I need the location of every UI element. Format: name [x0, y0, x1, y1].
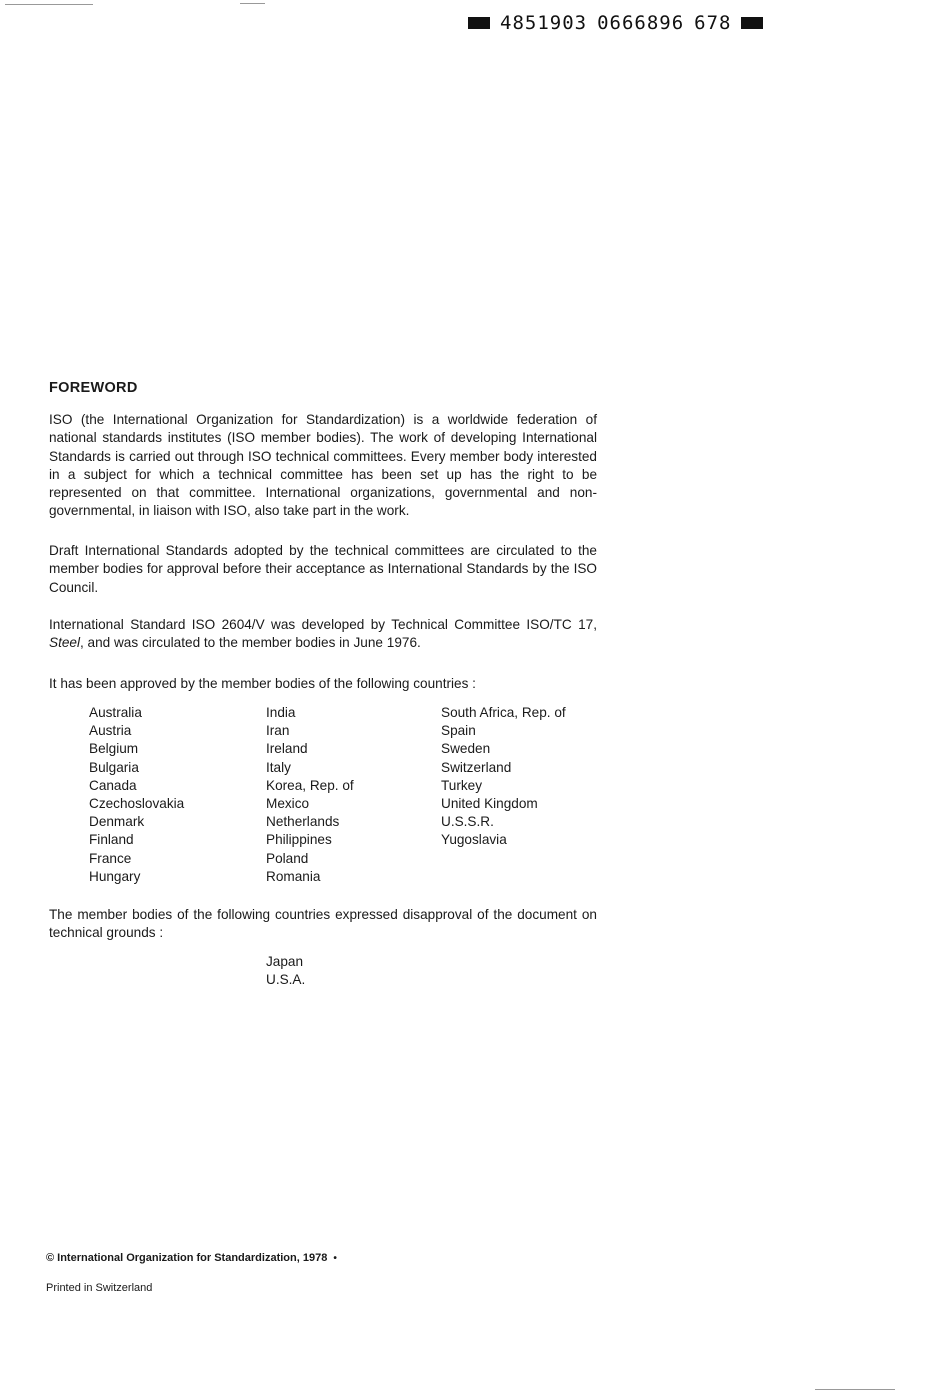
paragraph-standard-development [49, 616, 597, 653]
country-name: Switzerland [441, 759, 512, 775]
country-name: Sweden [441, 741, 491, 757]
scan-artifact [815, 1389, 895, 1390]
country-name: Turkey [441, 777, 483, 793]
paragraph-draft-standards: Draft International Standards adopted by the technical committees are circulated to the member bodies for approval before their acceptance as International Standards by the ISO Council. [49, 543, 597, 595]
country-name: Australia [89, 705, 142, 720]
country-name: Romania [266, 868, 321, 884]
paragraph-approval-intro: It has been approved by the member bodies of the following countries : [49, 676, 476, 691]
approved-countries-column-2 [266, 704, 354, 886]
committee-name: Steel [49, 635, 80, 651]
country-name: Netherlands [266, 814, 340, 830]
country-name: Poland [266, 850, 309, 866]
barcode-block-right [741, 17, 763, 29]
country-name: Japan [266, 954, 304, 969]
copyright-text: © International Organization for Standardization, 1978 [46, 1252, 328, 1264]
document-code-part1: 4851903 [500, 12, 588, 34]
country-name: Korea, Rep. of [266, 777, 354, 793]
document-code-part3: 678 [694, 12, 732, 34]
country-name: Mexico [266, 796, 310, 812]
country-name: Belgium [89, 741, 139, 757]
paragraph-iso-intro: ISO (the International Organization for Standardization) is a worldwide federation of national standards institutes (ISO member bodies). The work of developing International Standards is carried out through ISO technical committees. Every member body interested in a subject for which a technical committee has been set up has the right to be represented on that committee. International organizations, governmental and non-governmental, in liaison with ISO, also take part in the work. [49, 412, 597, 519]
country-name: South Africa, Rep. of [441, 705, 566, 720]
country-name: Ireland [266, 741, 308, 757]
country-name: U.S.S.R. [441, 814, 494, 830]
country-name: Austria [89, 723, 132, 739]
document-code-part2: 0666896 [597, 12, 685, 34]
country-name: Finland [89, 832, 134, 848]
bullet-mark: • [333, 1252, 337, 1264]
country-name: Czechoslovakia [89, 796, 185, 812]
country-name: Yugoslavia [441, 832, 507, 848]
p3-text-after: , and was circulated to the member bodies in June 1976. [79, 635, 421, 651]
approved-countries-column-1 [89, 704, 184, 886]
scan-artifact [240, 3, 265, 4]
country-name: Canada [89, 777, 137, 793]
approved-countries-column-3 [441, 704, 566, 850]
country-name: Italy [266, 759, 291, 775]
copyright-notice [46, 1252, 337, 1264]
country-name: Denmark [89, 814, 145, 830]
country-name: United Kingdom [441, 796, 538, 812]
country-name: France [89, 850, 132, 866]
country-name: U.S.A. [266, 972, 306, 988]
scan-artifact [5, 4, 93, 5]
barcode-block-left [468, 17, 490, 29]
printed-location: Printed in Switzerland [46, 1282, 153, 1294]
country-name: Hungary [89, 868, 141, 884]
country-name: India [266, 705, 296, 720]
country-name: Iran [266, 723, 290, 739]
foreword-title: FOREWORD [49, 380, 138, 396]
country-name: Spain [441, 723, 476, 739]
p3-text-before: International Standard ISO 2604/V was developed by Technical Committee ISO/TC 17, [49, 617, 597, 632]
paragraph-disapproval-intro: The member bodies of the following countries expressed disapproval of the document on technical grounds : [49, 907, 597, 941]
country-name: Philippines [266, 832, 332, 848]
document-code [468, 12, 763, 34]
disapproved-countries-list [266, 953, 305, 989]
country-name: Bulgaria [89, 759, 139, 775]
